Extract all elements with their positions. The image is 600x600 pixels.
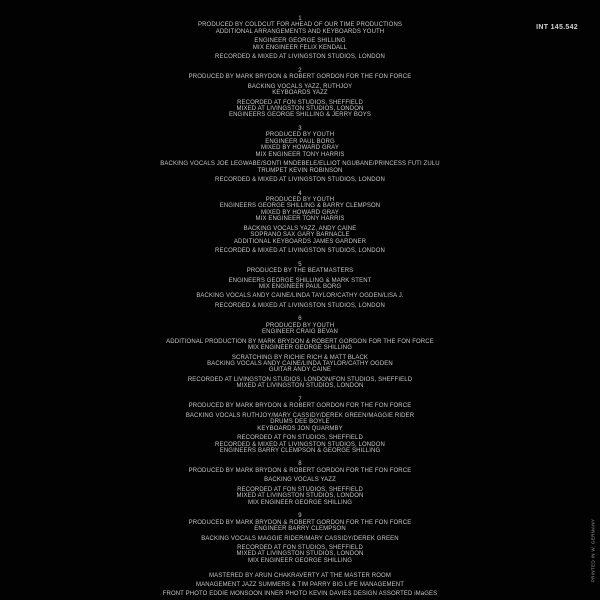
credit-line: BACKING VOCALS JOE LEGWABE/SONTI MNDEBELE/ELLIOT NGUBANE/PRINCESS FUTI ZULU: [160, 161, 440, 168]
credit-line: PRODUCED BY MARK BRYDON & ROBERT GORDON FOR THE FON FORCE: [188, 74, 412, 81]
track-number: 9: [298, 513, 302, 520]
credit-line: PRODUCED BY YOUTH: [265, 132, 335, 139]
credit-line: BACKING VOCALS MAGGIE RIDER/MARY CASSIDY/DEREK GREEN: [201, 535, 399, 542]
credit-paragraph: [0, 477, 600, 483]
credit-line: BACKING VOCALS YAZZ: [264, 477, 336, 484]
credit-line: ENGINEER PAUL BORG: [265, 138, 335, 145]
credit-line: RECORDED AT FON STUDIOS, SHEFFIELD: [237, 99, 363, 106]
credit-paragraph: [0, 520, 600, 533]
track-number: 5: [298, 261, 302, 268]
track-7-credits: [0, 397, 600, 455]
credit-paragraph: [0, 293, 600, 299]
credit-line: MIXED AT LIVINGSTON STUDIOS, LONDON: [236, 551, 364, 558]
credit-line: PRODUCED BY THE BEATMASTERS: [246, 268, 354, 275]
credit-paragraph: [0, 413, 600, 432]
credit-line: ADDITIONAL KEYBOARDS JAMES GARDNER: [233, 238, 367, 245]
credit-line: PRODUCED BY COLDCUT FOR AHEAD OF OUR TIME PRODUCTIONS: [197, 22, 403, 29]
credit-line: MIX ENGINEER TONY HARRIS: [255, 216, 345, 223]
credit-line: BACKING VOCALS ANDY CAINE/LINDA TAYLOR/CATHY OGDEN: [207, 361, 393, 368]
credits-column: [0, 16, 600, 600]
credit-paragraph: [0, 177, 600, 183]
credit-line: MIXED BY HOWARD GRAY: [261, 145, 339, 152]
credit-line: KEYBOARDS JON QUARMBY: [257, 425, 343, 432]
credit-line: RECORDED AT FON STUDIOS, SHEFFIELD: [237, 545, 363, 551]
credit-paragraph: [0, 84, 600, 97]
credit-line: PRODUCED BY MARK BRYDON & ROBERT GORDON FOR THE FON FORCE: [188, 519, 412, 526]
credit-line: RECORDED AT FON STUDIOS, SHEFFIELD: [237, 435, 363, 442]
track-number: 1: [298, 16, 302, 22]
credit-line: SCRATCHING BY RICHIE RICH & MATT BLACK: [231, 354, 369, 361]
credit-line: MIXED AT LIVINGSTON STUDIOS, LONDON: [236, 383, 364, 390]
track-8-credits: [0, 461, 600, 506]
credit-line: MIX ENGINEER PAUL BORG: [258, 283, 342, 290]
credit-paragraph: [0, 226, 600, 245]
credit-line: BACKING VOCALS RUTHJOY/MARY CASSIDY/DEREK GREEN/MAGGIE RIDER: [185, 412, 415, 419]
credit-paragraph: [0, 323, 600, 336]
credit-line: BACKING VOCALS ANDY CAINE/LINDA TAYLOR/CATHY OGDEN/LISA J.: [196, 293, 404, 300]
catalog-number: INT 145.542: [536, 24, 578, 31]
credit-line: MIXED BY HOWARD GRAY: [261, 209, 339, 216]
credit-line: DRUMS DEE BOYLE: [270, 419, 330, 426]
credit-line: RECORDED AT LIVINGSTON STUDIOS, LONDON/FON STUDIOS, SHEFFIELD: [187, 376, 413, 383]
credit-line: PRODUCED BY YOUTH: [265, 322, 335, 329]
track-9-credits: [0, 513, 600, 564]
credit-paragraph: [0, 468, 600, 474]
track-number: 8: [298, 461, 302, 468]
credit-line: MIX ENGINEER GEORGE SHILLING: [247, 557, 353, 564]
credit-paragraph: [0, 403, 600, 409]
track-1-credits: [0, 16, 600, 61]
credit-line: RECORDED & MIXED AT LIVINGSTON STUDIOS, LONDON: [215, 248, 385, 255]
credit-line: PRODUCED BY YOUTH: [265, 196, 335, 203]
credit-line: ENGINEERS BARRY CLEMPSON & GEORGE SHILLING: [219, 448, 381, 455]
track-number: 7: [298, 396, 302, 403]
credit-line: ENGINEER BARRY CLEMPSON: [254, 526, 346, 533]
credit-paragraph: [0, 435, 600, 454]
credit-line: MIXED AT LIVINGSTON STUDIOS, LONDON: [236, 493, 364, 500]
track-number: 2: [298, 67, 302, 74]
credit-line: KEYBOARDS YAZZ: [272, 90, 328, 97]
credit-line: ENGINEER GEORGE SHILLING: [254, 38, 346, 45]
credit-paragraph: [0, 197, 600, 223]
track-3-credits: [0, 126, 600, 184]
credit-line: RECORDED & MIXED AT LIVINGSTON STUDIOS, LONDON: [215, 54, 385, 61]
credit-paragraph: [0, 355, 600, 374]
footer-credit-line: MASTERED BY ARUN CHAKRAVERTY AT THE MASTER ROOM: [209, 573, 391, 580]
credit-line: ADDITIONAL PRODUCTION BY MARK BRYDON & ROBERT GORDON FOR THE FON FORCE: [166, 338, 434, 345]
credit-line: GUITAR ANDY CAINE: [268, 367, 332, 374]
credit-paragraph: [0, 545, 600, 564]
track-number: 6: [298, 316, 302, 323]
credit-line: BACKING VOCALS YAZZ, RUTHJOY: [247, 83, 353, 90]
track-5-credits: [0, 262, 600, 310]
credit-paragraph: [0, 268, 600, 274]
credit-paragraph: [0, 38, 600, 51]
credit-line: PRODUCED BY MARK BRYDON & ROBERT GORDON FOR THE FON FORCE: [188, 467, 412, 474]
footer-credit-line: MANAGEMENT JAZZ SUMMERS & TIM PARRY BIG LIFE MANAGEMENT: [195, 582, 405, 589]
track-6-credits: [0, 316, 600, 390]
credit-line: RECORDED & MIXED AT LIVINGSTON STUDIOS, LONDON: [215, 441, 385, 448]
credit-line: BACKING VOCALS YAZZ, ANDY CAINE: [243, 225, 357, 232]
credit-paragraph: [0, 303, 600, 309]
track-number: 4: [298, 190, 302, 197]
credit-line: ENGINEERS GEORGE SHILLING & JERRY BOYS: [228, 112, 372, 119]
credit-line: MIX ENGINEER FELIX KENDALL: [252, 44, 348, 51]
credit-line: ADDITIONAL ARRANGEMENTS AND KEYBOARDS YOUTH: [215, 28, 385, 35]
credits-tracks: [0, 16, 600, 564]
credit-paragraph: [0, 536, 600, 542]
footer-credit-line: FRONT PHOTO EDDIE MONSOON INNER PHOTO KEVIN DAVIES DESIGN ASSORTED iMaGES: [162, 591, 438, 598]
credit-line: RECORDED AT FON STUDIOS, SHEFFIELD: [237, 486, 363, 493]
credits-footer: [0, 573, 600, 598]
track-4-credits: [0, 191, 600, 255]
credit-paragraph: [0, 339, 600, 352]
track-number: 3: [298, 125, 302, 132]
credit-line: ENGINEER CRAIG BEVAN: [262, 329, 338, 336]
credit-line: ENGINEERS GEORGE SHILLING & MARK STENT: [228, 277, 372, 284]
credit-line: ENGINEERS GEORGE SHILLING & BARRY CLEMPSON: [219, 203, 381, 210]
credit-paragraph: [0, 377, 600, 390]
credit-paragraph: [0, 74, 600, 80]
credit-line: MIX ENGINEER TONY HARRIS: [255, 151, 345, 158]
credit-line: MIX ENGINEER GEORGE SHILLING: [247, 345, 353, 352]
credit-line: PRODUCED BY MARK BRYDON & ROBERT GORDON FOR THE FON FORCE: [188, 403, 412, 410]
credit-paragraph: [0, 248, 600, 254]
credit-line: TRUMPET KEVIN ROBINSON: [257, 167, 343, 174]
printed-in-germany-label: PRINTED IN W. GERMANY: [590, 518, 596, 583]
credit-line: SOPRANO SAX GARY BARNACLE: [250, 232, 350, 239]
credit-paragraph: [0, 161, 600, 174]
credit-line: RECORDED & MIXED AT LIVINGSTON STUDIOS, LONDON: [215, 302, 385, 309]
credit-line: MIXED AT LIVINGSTON STUDIOS, LONDON: [236, 105, 364, 112]
track-2-credits: [0, 68, 600, 119]
credit-paragraph: [0, 54, 600, 60]
credit-paragraph: [0, 100, 600, 119]
credit-line: RECORDED & MIXED AT LIVINGSTON STUDIOS, LONDON: [215, 177, 385, 184]
credit-paragraph: [0, 278, 600, 291]
credit-line: MIX ENGINEER GEORGE SHILLING: [247, 499, 353, 506]
credit-paragraph: [0, 132, 600, 158]
credit-paragraph: [0, 487, 600, 506]
credit-paragraph: [0, 22, 600, 35]
